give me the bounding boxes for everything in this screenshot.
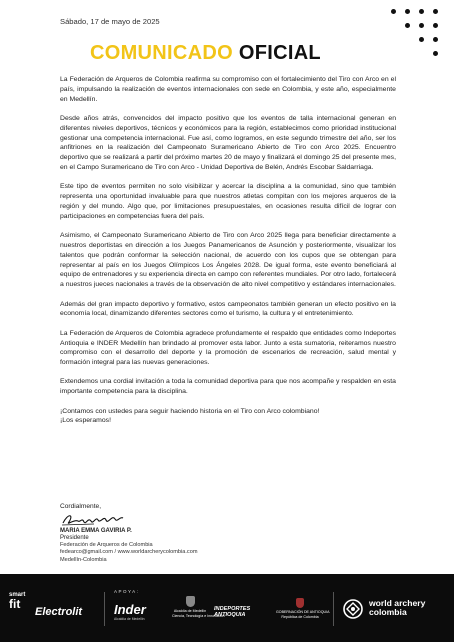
closing-line: ¡Los esperamos! [60,417,111,425]
sponsor-footer [0,574,454,642]
title-rest: OFICIAL [238,42,321,64]
letter-body [60,75,396,426]
divider [104,592,105,626]
contact-info: fedearco@gmail.com / www.worldarcherycolombia.com [60,549,198,556]
paragraph: Este tipo de eventos permiten no solo visibilizar y acercar la disciplina a la comunidad, sino que también representa una oportunidad invaluable para que nuestros atletas compitan con los mejores arqueros de la región y del mundo. Algo que, por limitaciones presupuestales, en ocasiones resulta difícil de lograr con participaciones en competencias fuera del país. [60,183,396,220]
closing-line: ¡Contamos con ustedes para seguir haciendo historia en el Tiro con Arco colombiano! [60,407,320,415]
divider [333,592,334,626]
city: Medellín-Colombia [60,556,107,563]
paragraph: La Federación de Arqueros de Colombia reafirma su compromiso con el fortalecimiento del Tiro con Arco en el país, impulsando la realización de eventos internacionales con sede en Colombia, y este año, especialmente en Medellín. [60,76,396,103]
alcaldia-medellin-logo: Alcaldía de Medellín Ciencia, Tecnología e Innovación [172,596,208,618]
electrolit-logo: Electrolit [35,606,83,618]
decorative-dots [391,9,441,55]
closing-lines [60,407,396,427]
paragraph: Asimismo, el Campeonato Suramericano Abierto de Tiro con Arco 2025 llega para beneficiar directamente a nuestros deportistas en dirección a los Juegos Panamericanos de Asunción y posteriormente, visualizar los talentos que podrán conformar la selección nacional, de acuerdo con los cupos que se obtengan para representar al país en los Juegos Olímpicos Los Ángeles 2028. De igual forma, este evento beneficiará al equipo de entrenadores y su experiencia directa en campo con referentes mundiales. Por otro lado, fortalecerá a nuestros jueces nacionales a través de la observación de alto nivel competitivo y estándares internacionales. [60,232,396,289]
indeportes-logo: INDEPORTES ANTIOQUIA [214,606,251,618]
page-title [90,42,321,65]
title-highlight: COMUNICADO [90,42,233,64]
inder-logo: Inder Alcaldía de Medellín [114,602,146,621]
smartfit-logo: smart fit [9,592,26,611]
shield-icon [296,598,304,608]
world-archery-icon [343,599,363,619]
shield-icon [186,596,195,607]
signer-name: MARIA EMMA GAVIRIA P. [60,528,132,534]
signer-details [60,542,198,564]
document-date: Sábado, 17 de mayo de 2025 [60,17,160,26]
paragraph: La Federación de Arqueros de Colombia agradece profundamente el respaldo que entidades como Indeportes Antioquia e INDER Medellín han brindado al promover esta labor. Junto a esta sumatoria, reiteramos nuestro compromiso con el desarrollo del deporte y la promoción de escenarios de recreación, salud mental y formación integral para las nuevas generaciones. [60,329,396,367]
apoya-label: APOYA: [114,589,140,594]
world-archery-logo: world archery colombia [369,598,426,617]
paragraph: Desde años atrás, convencidos del impacto positivo que los eventos de talla internacional generan en diferentes niveles deportivos, técnicos y económicos para la región, establecimos como prioridad institucional gestionar una competencia internacional. Fue así, como logramos, en este segundo trimestre del año, ser los anfitriones en la realización del Campeonato Suramericano Abierto de Tiro con Arco 2025. Encuentro deportivo que se realizará a partir del próximo martes 20 de mayo y finalizará el domingo 25 del presente mes, en el Campo Suramericano de Tiro con Arco - Unidad Deportiva de Belén, Andrés Escobar Saldarriaga. [60,114,396,171]
gobernacion-antioquia-logo: GOBERNACIÓN DE ANTIOQUIA República de Colombia [276,598,324,619]
paragraph: Extendemos una cordial invitación a toda la comunidad deportiva para que nos acompañe y respalden en esta importante competencia para la disciplina. [60,378,396,396]
signer-role: Presidente [60,535,89,541]
handwritten-signature [60,510,126,530]
organization: Federación de Arqueros de Colombia [60,542,153,548]
paragraph: Además del gran impacto deportivo y formativo, estos campeonatos también generan un efecto positivo en la economía local, dinamizando diferentes sectores como el turismo, la cultura y el entretenimiento. [60,300,396,318]
salutation: Cordialmente, [60,503,102,510]
